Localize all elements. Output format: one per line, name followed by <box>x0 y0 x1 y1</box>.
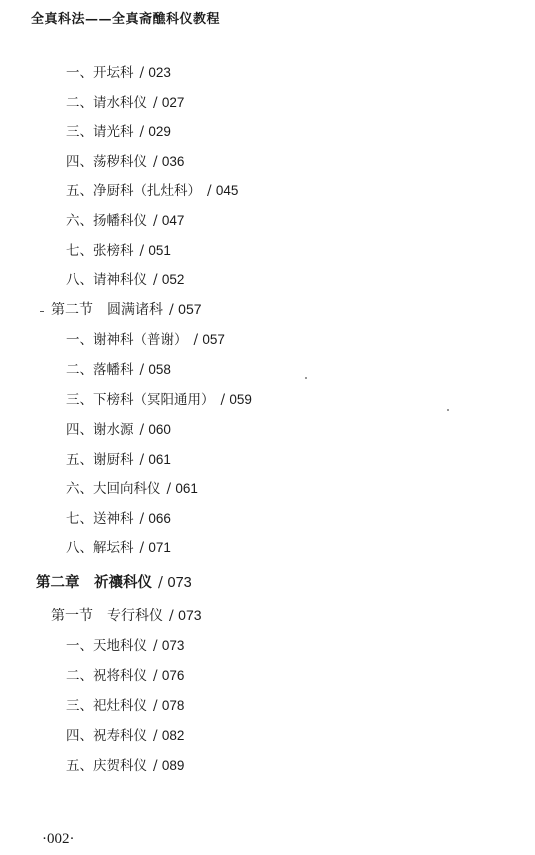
toc-item[interactable] <box>66 512 171 527</box>
toc-separator: / <box>220 392 226 408</box>
toc-separator: / <box>153 638 158 654</box>
toc-title: 五、净厨科（扎灶科） <box>66 183 201 199</box>
toc-page-number: 057 <box>202 332 225 347</box>
toc-page-number: 045 <box>215 183 239 198</box>
toc-page-number: 051 <box>148 243 171 258</box>
toc-page-number: 073 <box>178 607 202 623</box>
toc-page-number: 073 <box>167 575 192 591</box>
toc-section[interactable] <box>51 608 202 623</box>
toc-page-number: 060 <box>148 422 171 437</box>
toc-item[interactable] <box>66 66 171 81</box>
toc-page-number: 058 <box>148 362 171 377</box>
toc-page-number: 047 <box>161 213 185 228</box>
running-header: 全真科法——全真斋醮科仪教程 <box>31 12 221 27</box>
toc-title: 六、扬幡科仪 <box>66 213 147 229</box>
toc-item[interactable] <box>66 453 171 468</box>
toc-separator: / <box>139 362 145 378</box>
toc-separator: / <box>153 758 158 774</box>
toc-title: 八、请神科仪 <box>66 272 147 288</box>
toc-title: 六、大回向科仪 <box>66 481 161 497</box>
toc-separator: / <box>139 243 145 259</box>
toc-title: 三、祀灶科仪 <box>66 698 147 714</box>
toc-page-number: 036 <box>161 154 185 169</box>
toc-separator: / <box>139 511 145 527</box>
toc-separator: / <box>158 575 163 591</box>
toc-page-number: 073 <box>161 638 185 653</box>
toc-item[interactable] <box>66 155 184 170</box>
toc-section[interactable] <box>51 302 202 317</box>
toc-item[interactable] <box>66 423 171 438</box>
toc-title: 八、解坛科 <box>66 540 134 556</box>
toc-page-number: 078 <box>161 698 185 713</box>
toc-page-number: 071 <box>148 540 171 555</box>
toc-item[interactable] <box>66 541 171 556</box>
toc-item[interactable] <box>66 639 184 654</box>
scan-speck <box>447 409 449 411</box>
toc-page-number: 023 <box>148 65 171 80</box>
toc-page-number: 089 <box>161 758 185 773</box>
toc-title: 七、张榜科 <box>66 243 134 259</box>
toc-title: 第一节 专行科仪 <box>51 608 163 624</box>
toc-page-number: 061 <box>175 481 198 496</box>
toc-title: 五、谢厨科 <box>66 452 134 468</box>
toc-page-number: 059 <box>229 392 252 407</box>
toc-item[interactable] <box>66 125 171 140</box>
toc-separator: / <box>207 183 212 199</box>
toc-separator: / <box>153 728 158 744</box>
toc-separator: / <box>139 452 145 468</box>
toc-item[interactable] <box>66 729 184 744</box>
toc-item[interactable] <box>66 759 184 774</box>
toc-page-number: 027 <box>161 95 185 110</box>
toc-separator: / <box>169 608 174 624</box>
toc-item[interactable] <box>66 273 184 288</box>
toc-chapter[interactable] <box>36 576 192 591</box>
toc-item[interactable] <box>66 669 184 684</box>
toc-separator: / <box>153 154 158 170</box>
toc-page-number: 061 <box>148 452 171 467</box>
toc-separator: / <box>139 422 145 438</box>
toc-item[interactable] <box>66 96 184 111</box>
toc-separator: / <box>139 540 145 556</box>
toc-page-number: 029 <box>148 124 171 139</box>
toc-page-number: 066 <box>148 511 171 526</box>
toc-title: 第二节 圆满诸科 <box>51 302 163 318</box>
toc-title: 四、祝寿科仪 <box>66 728 147 744</box>
toc-separator: / <box>166 481 172 497</box>
toc-title: 三、下榜科（冥阳通用） <box>66 392 215 408</box>
toc-separator: / <box>139 65 145 81</box>
toc-title: 三、请光科 <box>66 124 134 140</box>
toc-title: 七、送神科 <box>66 511 134 527</box>
toc-item[interactable] <box>66 244 171 259</box>
toc-item[interactable] <box>66 333 225 348</box>
toc-title: 四、谢水源 <box>66 422 134 438</box>
toc-title: 二、落幡科 <box>66 362 134 378</box>
toc-item[interactable] <box>66 184 238 199</box>
toc-page-number: 052 <box>161 272 185 287</box>
toc-title: 一、谢神科（普谢） <box>66 332 188 348</box>
toc-page-number: 057 <box>178 301 202 317</box>
toc-separator: / <box>153 698 158 714</box>
toc-separator: / <box>153 95 158 111</box>
scan-speck <box>305 377 307 379</box>
toc-separator: / <box>139 124 145 140</box>
toc-title: 二、请水科仪 <box>66 95 147 111</box>
toc-title: 四、荡秽科仪 <box>66 154 147 170</box>
toc-title: 第二章 祈禳科仪 <box>36 575 152 591</box>
page-number-footer: ·002· <box>42 831 75 847</box>
margin-mark <box>40 311 44 312</box>
toc-title: 五、庆贺科仪 <box>66 758 147 774</box>
toc-page-number: 076 <box>161 668 185 683</box>
toc-separator: / <box>169 302 174 318</box>
toc-title: 一、天地科仪 <box>66 638 147 654</box>
toc-separator: / <box>153 272 158 288</box>
toc-title: 一、开坛科 <box>66 65 134 81</box>
toc-separator: / <box>193 332 199 348</box>
toc-item[interactable] <box>66 214 184 229</box>
toc-item[interactable] <box>66 393 252 408</box>
toc-separator: / <box>153 668 158 684</box>
toc-item[interactable] <box>66 363 171 378</box>
toc-item[interactable] <box>66 482 198 497</box>
toc-title: 二、祝将科仪 <box>66 668 147 684</box>
toc-item[interactable] <box>66 699 184 714</box>
toc-separator: / <box>153 213 158 229</box>
toc-page-number: 082 <box>161 728 185 743</box>
